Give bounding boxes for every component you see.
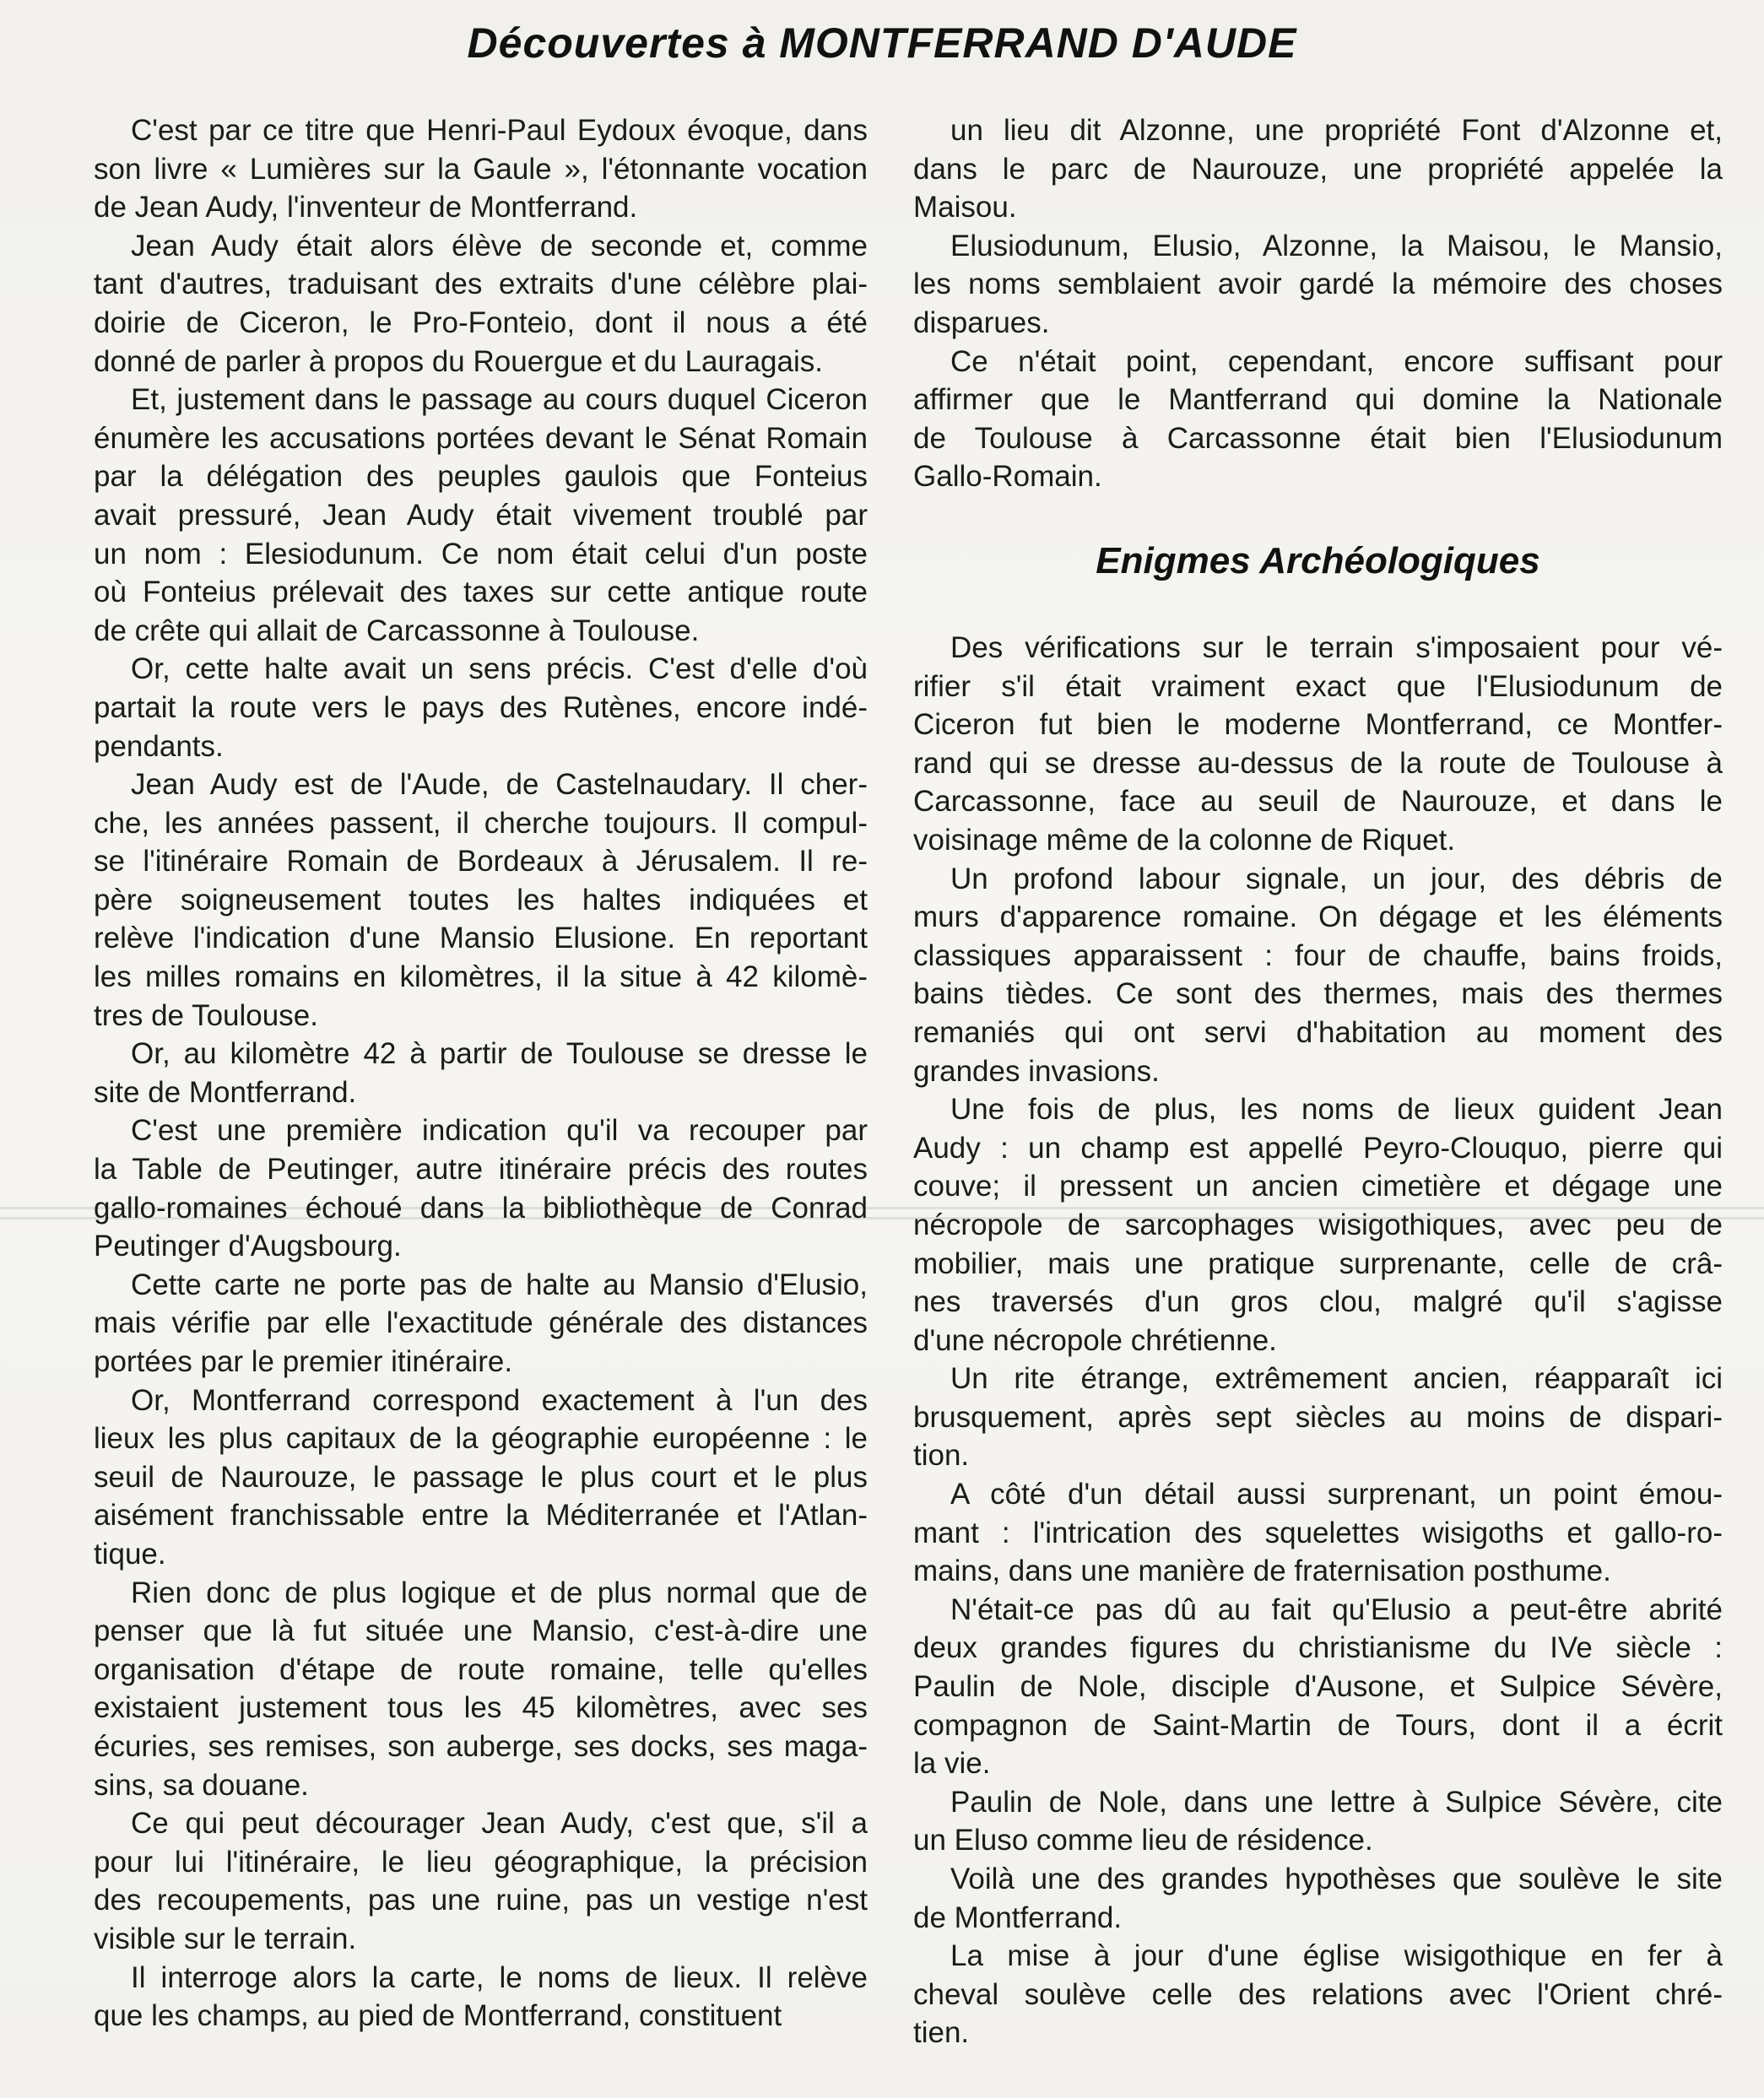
text-line: que les champs, au pied de Montferrand, constituent	[94, 1999, 782, 2033]
text-line: de Toulouse à Carcassonne était bien l'Elusiodunum	[913, 421, 1723, 455]
text-line: Jean Audy est de l'Aude, de Castelnaudary. Il cher-	[131, 768, 868, 802]
text-line: donné de parler à propos du Rouergue et du Lauragais.	[94, 344, 823, 378]
text-line: de Jean Audy, l'inventeur de Montferrand.	[94, 191, 638, 224]
left-column	[94, 111, 868, 2036]
paragraph	[913, 227, 1723, 343]
text-line: visible sur le terrain.	[94, 1922, 357, 1955]
text-line: tant d'autres, traduisant des extraits d'une célèbre plai-	[94, 268, 868, 301]
text-line: tres de Toulouse.	[94, 998, 318, 1032]
text-line: partait la route vers le pays des Rutènes, encore indé-	[94, 690, 868, 724]
text-line: de crête qui allait de Carcassonne à Toulouse.	[94, 614, 700, 647]
text-line: mobilier, mais une pratique surprenante, celle de crâ-	[913, 1246, 1723, 1280]
text-line: les milles romains en kilomètres, il la situe à 42 kilomè-	[94, 960, 868, 994]
paragraph	[94, 381, 868, 650]
paragraph	[913, 1860, 1723, 1937]
text-line: la vie.	[913, 1747, 991, 1781]
text-line: Audy : un champ est appellé Peyro-Clouquo, pierre qui	[913, 1131, 1723, 1165]
paragraph	[913, 111, 1723, 227]
paragraph	[94, 1111, 868, 1265]
text-line: Or, cette halte avait un sens précis. C'est d'elle d'où	[131, 652, 868, 686]
paragraph	[94, 1959, 868, 2036]
paragraph	[94, 1266, 868, 1382]
text-line: les noms semblaient avoir gardé la mémoire des choses	[913, 268, 1723, 301]
text-line: relève l'indication d'une Mansio Elusione. En reportant	[94, 922, 868, 955]
text-line: deux grandes figures du christianisme du IVe siècle :	[913, 1631, 1723, 1665]
text-line: Ce n'était point, cependant, encore suffisant pour	[950, 344, 1723, 378]
text-line: organisation d'étape de route romaine, telle qu'elles	[94, 1652, 868, 1686]
text-line: brusquement, après sept siècles au moins de dispari-	[913, 1400, 1723, 1434]
paragraph	[94, 650, 868, 765]
text-line: par la délégation des peuples gaulois que Fonteius	[94, 460, 868, 494]
text-line: d'une nécropole chrétienne.	[913, 1323, 1277, 1357]
text-line: Rien donc de plus logique et de plus normal que de	[131, 1576, 868, 1609]
paragraph	[94, 227, 868, 381]
paragraph	[913, 629, 1723, 860]
text-line: penser que là fut située une Mansio, c'est-à-dire une	[94, 1614, 868, 1648]
text-line: aisément franchissable entre la Méditerranée et l'Atlan-	[94, 1499, 868, 1533]
paragraph	[94, 1804, 868, 1958]
text-line: classiques apparaissent : four de chauffe, bains froids,	[913, 938, 1723, 972]
text-line: cheval soulève celle des relations avec l'Orient chré-	[913, 1977, 1723, 2011]
text-line: son livre « Lumières sur la Gaule », l'étonnante vocation	[94, 152, 868, 186]
text-line: grandes invasions.	[913, 1054, 1160, 1088]
text-line: site de Montferrand.	[94, 1075, 357, 1109]
text-line: disparues.	[913, 306, 1050, 339]
text-line: mais vérifie par elle l'exactitude générale des distances	[94, 1306, 868, 1340]
text-line: tique.	[94, 1537, 166, 1571]
text-line: dans le parc de Naurouze, une propriété appelée la	[913, 152, 1723, 186]
article-title: Découvertes à MONTFERRAND D'AUDE	[467, 19, 1297, 67]
text-line: père soigneusement toutes les haltes indiquées et	[94, 883, 868, 917]
paragraph	[94, 1035, 868, 1111]
text-line: de Montferrand.	[913, 1901, 1123, 1934]
text-line: Ce qui peut décourager Jean Audy, c'est que, s'il a	[131, 1807, 868, 1841]
paragraph	[913, 860, 1723, 1091]
text-line: Or, au kilomètre 42 à partir de Toulouse se dresse le	[131, 1037, 868, 1071]
text-line: avait pressuré, Jean Audy était vivement troublé par	[94, 498, 868, 532]
text-line: existaient justement tous les 45 kilomètres, avec ses	[94, 1691, 868, 1725]
text-line: couve; il pressent un ancien cimetière et dégage une	[913, 1170, 1723, 1203]
right-column-bottom	[913, 629, 1723, 2052]
text-line: murs d'apparence romaine. On dégage et les éléments	[913, 900, 1723, 934]
text-line: tion.	[913, 1439, 970, 1473]
text-line: Peutinger d'Augsbourg.	[94, 1230, 402, 1263]
text-line: C'est une première indication qu'il va recouper par	[131, 1114, 868, 1148]
text-line: Il interroge alors la carte, le noms de lieux. Il relève	[131, 1960, 868, 1994]
text-line: La mise à jour d'une église wisigothique en fer à	[950, 1939, 1723, 1973]
paragraph	[913, 343, 1723, 496]
text-line: seuil de Naurouze, le passage le plus court et le plus	[94, 1460, 868, 1494]
text-line: des recoupements, pas une ruine, pas un vestige n'est	[94, 1884, 868, 1917]
text-line: doirie de Ciceron, le Pro-Fonteio, dont il nous a été	[94, 306, 868, 339]
paragraph	[913, 1090, 1723, 1360]
text-line: Ciceron fut bien le moderne Montferrand, ce Montfer-	[913, 708, 1723, 742]
text-line: un nom : Elesiodunum. Ce nom était celui d'un poste	[94, 537, 868, 570]
paragraph	[913, 1937, 1723, 2052]
text-line: nécropole de sarcophages wisigothiques, avec peu de	[913, 1208, 1723, 1241]
paragraph	[94, 111, 868, 227]
text-line: Une fois de plus, les noms de lieux guident Jean	[950, 1093, 1723, 1127]
text-line: rand qui se dresse au-dessus de la route de Toulouse à	[913, 746, 1723, 780]
text-line: affirmer que le Mantferrand qui domine la Nationale	[913, 383, 1723, 417]
text-line: Des vérifications sur le terrain s'imposaient pour vé-	[950, 631, 1723, 664]
text-line: énumère les accusations portées devant le Sénat Romain	[94, 421, 868, 455]
text-line: où Fonteius prélevait des taxes sur cette antique route	[94, 576, 868, 609]
text-line: Elusiodunum, Elusio, Alzonne, la Maisou, le Mansio,	[950, 229, 1723, 262]
text-line: un Eluso comme lieu de résidence.	[913, 1824, 1373, 1857]
text-line: pour lui l'itinéraire, le lieu géographique, la précision	[94, 1845, 868, 1879]
text-line: bains tièdes. Ce sont des thermes, mais des thermes	[913, 977, 1723, 1011]
text-line: nes traversés d'un gros clou, malgré qu'il s'agisse	[913, 1285, 1723, 1319]
text-line: lieux les plus capitaux de la géographie européenne : le	[94, 1422, 868, 1456]
section-heading: Enigmes Archéologiques	[1096, 540, 1540, 581]
text-line: Voilà une des grandes hypothèses que soulève le site	[950, 1863, 1723, 1895]
text-line: che, les années passent, il cherche toujours. Il compul-	[94, 806, 868, 840]
text-line: Et, justement dans le passage au cours duquel Ciceron	[131, 383, 868, 417]
text-line: la Table de Peutinger, autre itinéraire précis des routes	[94, 1153, 868, 1187]
text-line: N'était-ce pas dû au fait qu'Elusio a peut-être abrité	[950, 1592, 1723, 1626]
paragraph	[913, 1591, 1723, 1783]
text-line: remaniés qui ont servi d'habitation au moment des	[913, 1015, 1723, 1049]
text-line: Maisou.	[913, 191, 1017, 224]
paragraph	[913, 1360, 1723, 1475]
text-line: pendants.	[94, 729, 224, 763]
text-line: voisinage même de la colonne de Riquet.	[913, 823, 1456, 857]
text-line: portées par le premier itinéraire.	[94, 1345, 513, 1378]
right-column-top	[913, 111, 1723, 496]
text-line: un lieu dit Alzonne, une propriété Font d'Alzonne et,	[950, 114, 1723, 147]
text-line: A côté d'un détail aussi surprenant, un point émou-	[950, 1478, 1723, 1511]
text-line: Jean Audy était alors élève de seconde et, comme	[131, 229, 868, 262]
text-line: compagnon de Saint-Martin de Tours, dont il a écrit	[913, 1708, 1723, 1742]
text-line: tien.	[913, 2016, 970, 2050]
text-line: se l'itinéraire Romain de Bordeaux à Jérusalem. Il re-	[94, 845, 868, 879]
text-line: gallo-romaines échoué dans la bibliothèque de Conrad	[94, 1191, 868, 1225]
text-line: Paulin de Nole, dans une lettre à Sulpice Sévère, cite	[950, 1785, 1723, 1819]
text-line: rifier s'il était vraiment exact que l'Elusiodunum de	[913, 669, 1723, 703]
text-line: mant : l'intrication des squelettes wisigoths et gallo-ro-	[913, 1516, 1723, 1549]
text-line: Carcassonne, face au seuil de Naurouze, et dans le	[913, 785, 1723, 819]
text-line: Gallo-Romain.	[913, 460, 1102, 494]
text-line: Un profond labour signale, un jour, des débris de	[950, 862, 1723, 895]
text-line: Paulin de Nole, disciple d'Ausone, et Sulpice Sévère,	[913, 1670, 1723, 1704]
text-line: Cette carte ne porte pas de halte au Mansio d'Elusio,	[131, 1268, 868, 1301]
text-line: Or, Montferrand correspond exactement à l'un des	[131, 1383, 868, 1417]
text-line: mains, dans une manière de fraternisation posthume.	[913, 1555, 1611, 1588]
text-line: C'est par ce titre que Henri-Paul Eydoux évoque, dans	[131, 114, 868, 147]
text-line: Un rite étrange, extrêmement ancien, réapparaît ici	[950, 1362, 1723, 1396]
paragraph	[913, 1475, 1723, 1591]
text-line: écuries, ses remises, son auberge, ses docks, ses maga-	[94, 1729, 868, 1763]
paragraph	[94, 1382, 868, 1574]
paragraph	[913, 1783, 1723, 1860]
paragraph	[94, 1574, 868, 1805]
text-line: sins, sa douane.	[94, 1768, 309, 1802]
paragraph	[94, 765, 868, 1035]
